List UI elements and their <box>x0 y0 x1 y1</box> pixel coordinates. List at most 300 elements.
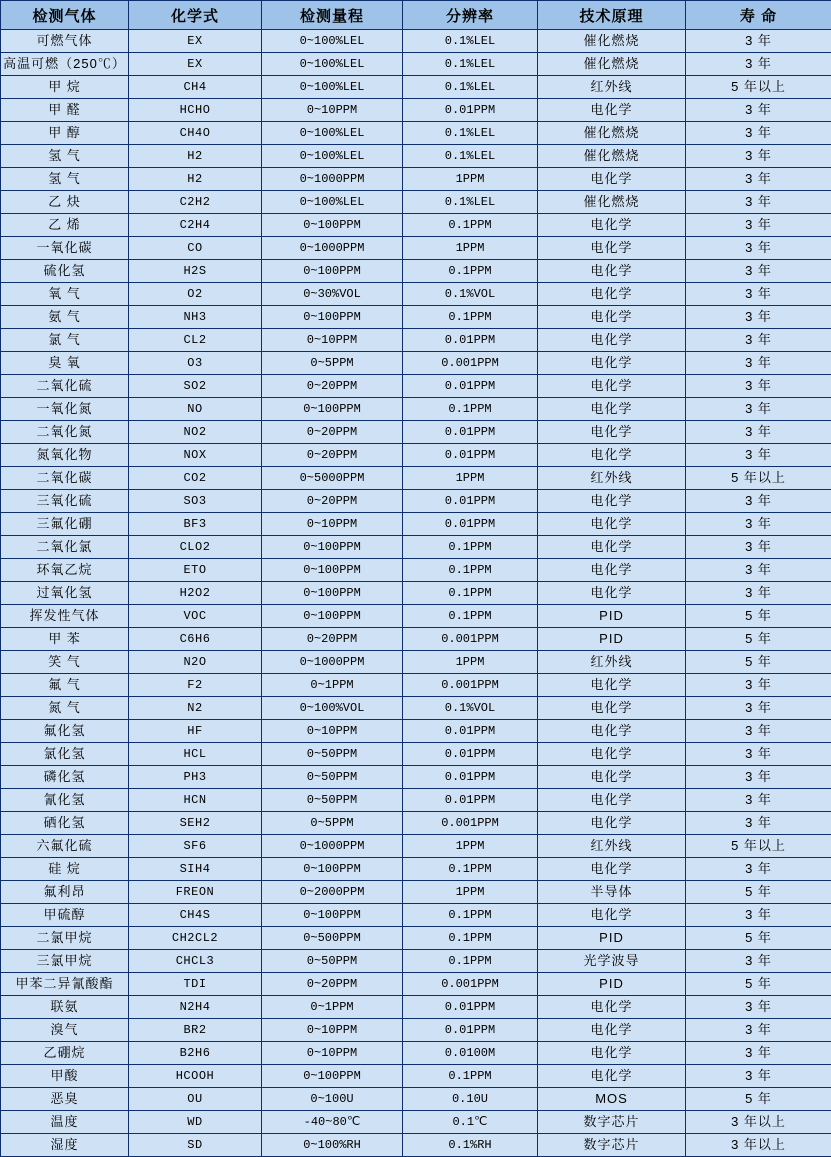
cell-range: 0~100PPM <box>262 559 403 582</box>
cell-gas: 甲 醇 <box>1 122 129 145</box>
table-row <box>1 743 831 766</box>
cell-range: 0~100%LEL <box>262 76 403 99</box>
cell-lifetime: 3 年以上 <box>686 1111 831 1134</box>
cell-lifetime: 3 年 <box>686 99 831 122</box>
cell-resolution: 0.1%VOL <box>403 697 538 720</box>
cell-lifetime: 3 年 <box>686 513 831 536</box>
cell-principle: 半导体 <box>538 881 686 904</box>
cell-range: 0~10PPM <box>262 720 403 743</box>
cell-resolution: 0.1%LEL <box>403 191 538 214</box>
cell-formula: N2H4 <box>129 996 262 1019</box>
cell-lifetime: 3 年 <box>686 582 831 605</box>
cell-gas: 湿度 <box>1 1134 129 1157</box>
cell-range: 0~10PPM <box>262 1042 403 1065</box>
cell-principle: 催化燃烧 <box>538 53 686 76</box>
cell-formula: OU <box>129 1088 262 1111</box>
cell-formula: CHCL3 <box>129 950 262 973</box>
cell-formula: CH4O <box>129 122 262 145</box>
cell-formula: SD <box>129 1134 262 1157</box>
cell-gas: 溴气 <box>1 1019 129 1042</box>
table-row <box>1 697 831 720</box>
cell-principle: 电化学 <box>538 766 686 789</box>
cell-range: 0~100PPM <box>262 398 403 421</box>
cell-principle: 电化学 <box>538 260 686 283</box>
cell-resolution: 0.1%VOL <box>403 283 538 306</box>
cell-range: 0~10PPM <box>262 1019 403 1042</box>
table-row <box>1 53 831 76</box>
cell-principle: 电化学 <box>538 812 686 835</box>
cell-principle: 电化学 <box>538 1042 686 1065</box>
cell-gas: 氯 气 <box>1 329 129 352</box>
cell-principle: 电化学 <box>538 214 686 237</box>
cell-principle: 电化学 <box>538 168 686 191</box>
cell-principle: 催化燃烧 <box>538 191 686 214</box>
cell-lifetime: 5 年 <box>686 628 831 651</box>
table-row <box>1 651 831 674</box>
cell-lifetime: 3 年 <box>686 191 831 214</box>
cell-principle: 电化学 <box>538 789 686 812</box>
cell-resolution: 0.001PPM <box>403 973 538 996</box>
cell-gas: 高温可燃（250℃） <box>1 53 129 76</box>
cell-gas: 氧 气 <box>1 283 129 306</box>
cell-range: 0~10PPM <box>262 329 403 352</box>
table-row <box>1 996 831 1019</box>
cell-formula: PH3 <box>129 766 262 789</box>
cell-principle: 电化学 <box>538 559 686 582</box>
cell-range: 0~5PPM <box>262 352 403 375</box>
table-row <box>1 950 831 973</box>
cell-range: 0~100PPM <box>262 1065 403 1088</box>
cell-range: 0~100%LEL <box>262 122 403 145</box>
cell-resolution: 0.001PPM <box>403 674 538 697</box>
cell-range: 0~20PPM <box>262 973 403 996</box>
cell-lifetime: 3 年 <box>686 904 831 927</box>
cell-formula: CL2 <box>129 329 262 352</box>
cell-principle: 电化学 <box>538 720 686 743</box>
cell-resolution: 1PPM <box>403 467 538 490</box>
cell-range: 0~100PPM <box>262 260 403 283</box>
cell-principle: 电化学 <box>538 513 686 536</box>
cell-gas: 二氧化氮 <box>1 421 129 444</box>
cell-gas: 氯化氢 <box>1 743 129 766</box>
table-row <box>1 1088 831 1111</box>
cell-gas: 挥发性气体 <box>1 605 129 628</box>
table-row <box>1 398 831 421</box>
cell-formula: B2H6 <box>129 1042 262 1065</box>
cell-lifetime: 3 年 <box>686 444 831 467</box>
cell-lifetime: 5 年 <box>686 651 831 674</box>
cell-principle: 催化燃烧 <box>538 122 686 145</box>
cell-resolution: 0.01PPM <box>403 720 538 743</box>
cell-range: 0~5PPM <box>262 812 403 835</box>
cell-lifetime: 3 年 <box>686 260 831 283</box>
table-row <box>1 881 831 904</box>
cell-resolution: 1PPM <box>403 835 538 858</box>
cell-resolution: 0.1%LEL <box>403 122 538 145</box>
cell-formula: C6H6 <box>129 628 262 651</box>
cell-lifetime: 5 年以上 <box>686 835 831 858</box>
cell-lifetime: 3 年 <box>686 168 831 191</box>
cell-formula: BR2 <box>129 1019 262 1042</box>
cell-range: 0~10PPM <box>262 99 403 122</box>
table-row <box>1 605 831 628</box>
cell-lifetime: 5 年 <box>686 973 831 996</box>
cell-range: 0~30%VOL <box>262 283 403 306</box>
cell-gas: 笑 气 <box>1 651 129 674</box>
cell-range: 0~5000PPM <box>262 467 403 490</box>
cell-lifetime: 3 年 <box>686 30 831 53</box>
cell-principle: 电化学 <box>538 283 686 306</box>
cell-gas: 乙硼烷 <box>1 1042 129 1065</box>
cell-resolution: 0.0100M <box>403 1042 538 1065</box>
cell-range: 0~10PPM <box>262 513 403 536</box>
cell-formula: CO2 <box>129 467 262 490</box>
cell-resolution: 0.001PPM <box>403 352 538 375</box>
cell-formula: NO <box>129 398 262 421</box>
cell-gas: 六氟化硫 <box>1 835 129 858</box>
table-row <box>1 490 831 513</box>
cell-principle: 电化学 <box>538 421 686 444</box>
cell-range: 0~20PPM <box>262 375 403 398</box>
cell-lifetime: 3 年 <box>686 1019 831 1042</box>
cell-gas: 甲 烷 <box>1 76 129 99</box>
cell-resolution: 0.10U <box>403 1088 538 1111</box>
cell-principle: MOS <box>538 1088 686 1111</box>
table-row <box>1 766 831 789</box>
cell-formula: BF3 <box>129 513 262 536</box>
cell-range: 0~100PPM <box>262 605 403 628</box>
cell-resolution: 1PPM <box>403 168 538 191</box>
cell-resolution: 0.001PPM <box>403 812 538 835</box>
cell-resolution: 0.01PPM <box>403 375 538 398</box>
cell-lifetime: 3 年 <box>686 1042 831 1065</box>
cell-principle: 电化学 <box>538 996 686 1019</box>
cell-lifetime: 3 年 <box>686 145 831 168</box>
cell-formula: WD <box>129 1111 262 1134</box>
cell-gas: 三氯甲烷 <box>1 950 129 973</box>
cell-gas: 氢 气 <box>1 145 129 168</box>
cell-range: 0~20PPM <box>262 628 403 651</box>
cell-formula: TDI <box>129 973 262 996</box>
cell-formula: HF <box>129 720 262 743</box>
cell-range: 0~50PPM <box>262 950 403 973</box>
cell-resolution: 0.1PPM <box>403 306 538 329</box>
cell-resolution: 0.01PPM <box>403 513 538 536</box>
cell-formula: F2 <box>129 674 262 697</box>
cell-range: 0~50PPM <box>262 743 403 766</box>
cell-resolution: 0.01PPM <box>403 789 538 812</box>
cell-formula: HCHO <box>129 99 262 122</box>
table-row <box>1 858 831 881</box>
cell-range: 0~2000PPM <box>262 881 403 904</box>
cell-range: 0~100PPM <box>262 536 403 559</box>
cell-range: 0~1000PPM <box>262 835 403 858</box>
table-row <box>1 329 831 352</box>
cell-principle: 红外线 <box>538 76 686 99</box>
cell-gas: 甲酸 <box>1 1065 129 1088</box>
cell-formula: C2H2 <box>129 191 262 214</box>
cell-gas: 甲 醛 <box>1 99 129 122</box>
cell-principle: 电化学 <box>538 490 686 513</box>
cell-range: 0~50PPM <box>262 766 403 789</box>
cell-range: 0~100PPM <box>262 858 403 881</box>
cell-principle: 红外线 <box>538 651 686 674</box>
cell-range: 0~20PPM <box>262 490 403 513</box>
cell-gas: 一氧化碳 <box>1 237 129 260</box>
cell-range: 0~100%VOL <box>262 697 403 720</box>
cell-lifetime: 3 年 <box>686 421 831 444</box>
cell-gas: 氟 气 <box>1 674 129 697</box>
cell-resolution: 1PPM <box>403 651 538 674</box>
cell-resolution: 0.01PPM <box>403 1019 538 1042</box>
cell-range: 0~100%LEL <box>262 145 403 168</box>
cell-lifetime: 3 年 <box>686 743 831 766</box>
cell-resolution: 0.1PPM <box>403 927 538 950</box>
table-row <box>1 812 831 835</box>
cell-gas: 过氧化氢 <box>1 582 129 605</box>
cell-gas: 乙 烯 <box>1 214 129 237</box>
cell-formula: CH4 <box>129 76 262 99</box>
cell-gas: 联氨 <box>1 996 129 1019</box>
cell-lifetime: 5 年 <box>686 605 831 628</box>
cell-resolution: 0.1%LEL <box>403 145 538 168</box>
cell-gas: 二氧化硫 <box>1 375 129 398</box>
cell-range: 0~100%LEL <box>262 191 403 214</box>
cell-gas: 氟利昂 <box>1 881 129 904</box>
cell-gas: 甲 苯 <box>1 628 129 651</box>
cell-principle: 电化学 <box>538 306 686 329</box>
cell-gas: 氨 气 <box>1 306 129 329</box>
cell-lifetime: 3 年 <box>686 283 831 306</box>
cell-principle: PID <box>538 973 686 996</box>
cell-gas: 磷化氢 <box>1 766 129 789</box>
cell-principle: 电化学 <box>538 99 686 122</box>
column-header-principle: 技术原理 <box>538 1 686 30</box>
cell-range: 0~100PPM <box>262 306 403 329</box>
cell-lifetime: 3 年 <box>686 1065 831 1088</box>
cell-principle: 电化学 <box>538 444 686 467</box>
cell-principle: 红外线 <box>538 835 686 858</box>
cell-formula: ETO <box>129 559 262 582</box>
cell-formula: CO <box>129 237 262 260</box>
cell-gas: 环氧乙烷 <box>1 559 129 582</box>
cell-principle: 电化学 <box>538 904 686 927</box>
cell-principle: 电化学 <box>538 582 686 605</box>
cell-principle: 电化学 <box>538 329 686 352</box>
cell-resolution: 0.1%LEL <box>403 53 538 76</box>
cell-range: 0~1000PPM <box>262 237 403 260</box>
cell-range: 0~20PPM <box>262 421 403 444</box>
cell-formula: NO2 <box>129 421 262 444</box>
cell-formula: SF6 <box>129 835 262 858</box>
cell-resolution: 0.01PPM <box>403 996 538 1019</box>
cell-formula: H2 <box>129 168 262 191</box>
cell-lifetime: 3 年 <box>686 329 831 352</box>
cell-principle: 电化学 <box>538 743 686 766</box>
cell-lifetime: 3 年 <box>686 53 831 76</box>
cell-formula: O3 <box>129 352 262 375</box>
cell-formula: EX <box>129 30 262 53</box>
cell-principle: 红外线 <box>538 467 686 490</box>
cell-range: 0~100PPM <box>262 582 403 605</box>
cell-formula: HCN <box>129 789 262 812</box>
cell-lifetime: 5 年 <box>686 881 831 904</box>
cell-principle: 催化燃烧 <box>538 30 686 53</box>
cell-lifetime: 3 年 <box>686 720 831 743</box>
cell-range: 0~1PPM <box>262 674 403 697</box>
table-row <box>1 375 831 398</box>
cell-resolution: 0.1PPM <box>403 536 538 559</box>
table-row <box>1 122 831 145</box>
cell-lifetime: 3 年 <box>686 559 831 582</box>
cell-lifetime: 3 年 <box>686 352 831 375</box>
cell-range: 0~1PPM <box>262 996 403 1019</box>
column-header-resolution: 分辨率 <box>403 1 538 30</box>
table-row <box>1 536 831 559</box>
cell-lifetime: 3 年以上 <box>686 1134 831 1157</box>
cell-formula: SIH4 <box>129 858 262 881</box>
table-header-row <box>1 1 831 30</box>
cell-resolution: 0.001PPM <box>403 628 538 651</box>
cell-principle: 电化学 <box>538 375 686 398</box>
table-row <box>1 306 831 329</box>
cell-formula: H2S <box>129 260 262 283</box>
cell-resolution: 0.01PPM <box>403 743 538 766</box>
table-row <box>1 191 831 214</box>
cell-resolution: 1PPM <box>403 237 538 260</box>
table-row <box>1 559 831 582</box>
cell-formula: H2O2 <box>129 582 262 605</box>
cell-gas: 氮氧化物 <box>1 444 129 467</box>
cell-lifetime: 3 年 <box>686 398 831 421</box>
cell-lifetime: 3 年 <box>686 490 831 513</box>
cell-resolution: 1PPM <box>403 881 538 904</box>
table-row <box>1 789 831 812</box>
cell-formula: C2H4 <box>129 214 262 237</box>
cell-lifetime: 5 年 <box>686 1088 831 1111</box>
cell-lifetime: 3 年 <box>686 950 831 973</box>
cell-resolution: 0.01PPM <box>403 490 538 513</box>
cell-principle: 数字芯片 <box>538 1111 686 1134</box>
cell-resolution: 0.1PPM <box>403 950 538 973</box>
cell-formula: SO2 <box>129 375 262 398</box>
table-row <box>1 444 831 467</box>
table-row <box>1 973 831 996</box>
cell-resolution: 0.1PPM <box>403 1065 538 1088</box>
cell-formula: NOX <box>129 444 262 467</box>
cell-principle: PID <box>538 605 686 628</box>
cell-resolution: 0.1PPM <box>403 605 538 628</box>
cell-formula: EX <box>129 53 262 76</box>
column-header-lifetime: 寿 命 <box>686 1 831 30</box>
cell-gas: 硅 烷 <box>1 858 129 881</box>
cell-principle: 电化学 <box>538 1065 686 1088</box>
cell-resolution: 0.1PPM <box>403 904 538 927</box>
table-row <box>1 214 831 237</box>
cell-formula: CLO2 <box>129 536 262 559</box>
table-row <box>1 1042 831 1065</box>
cell-gas: 二氧化碳 <box>1 467 129 490</box>
cell-principle: 催化燃烧 <box>538 145 686 168</box>
cell-formula: SO3 <box>129 490 262 513</box>
cell-lifetime: 3 年 <box>686 858 831 881</box>
cell-range: 0~20PPM <box>262 444 403 467</box>
cell-formula: HCOOH <box>129 1065 262 1088</box>
cell-formula: SEH2 <box>129 812 262 835</box>
table-row <box>1 835 831 858</box>
cell-resolution: 0.01PPM <box>403 766 538 789</box>
table-row <box>1 628 831 651</box>
cell-principle: 电化学 <box>538 697 686 720</box>
table-row <box>1 283 831 306</box>
cell-lifetime: 3 年 <box>686 812 831 835</box>
cell-gas: 恶臭 <box>1 1088 129 1111</box>
cell-formula: N2O <box>129 651 262 674</box>
cell-resolution: 0.1PPM <box>403 398 538 421</box>
cell-lifetime: 3 年 <box>686 122 831 145</box>
cell-gas: 三氧化硫 <box>1 490 129 513</box>
cell-formula: VOC <box>129 605 262 628</box>
cell-lifetime: 5 年以上 <box>686 76 831 99</box>
cell-resolution: 0.01PPM <box>403 329 538 352</box>
cell-principle: 电化学 <box>538 237 686 260</box>
table-row <box>1 582 831 605</box>
cell-lifetime: 3 年 <box>686 697 831 720</box>
cell-lifetime: 3 年 <box>686 766 831 789</box>
cell-lifetime: 3 年 <box>686 536 831 559</box>
cell-principle: PID <box>538 628 686 651</box>
cell-gas: 可燃气体 <box>1 30 129 53</box>
table-row <box>1 421 831 444</box>
cell-resolution: 0.1℃ <box>403 1111 538 1134</box>
cell-range: 0~50PPM <box>262 789 403 812</box>
column-header-formula: 化学式 <box>129 1 262 30</box>
cell-lifetime: 5 年以上 <box>686 467 831 490</box>
cell-principle: 电化学 <box>538 1019 686 1042</box>
cell-principle: PID <box>538 927 686 950</box>
table-row <box>1 30 831 53</box>
table-row <box>1 1065 831 1088</box>
cell-lifetime: 3 年 <box>686 237 831 260</box>
cell-gas: 氰化氢 <box>1 789 129 812</box>
table-row <box>1 904 831 927</box>
cell-formula: CH4S <box>129 904 262 927</box>
cell-resolution: 0.1PPM <box>403 582 538 605</box>
table-row <box>1 352 831 375</box>
cell-principle: 电化学 <box>538 352 686 375</box>
cell-formula: CH2CL2 <box>129 927 262 950</box>
cell-gas: 二氯甲烷 <box>1 927 129 950</box>
cell-range: 0~100%RH <box>262 1134 403 1157</box>
cell-range: 0~100PPM <box>262 214 403 237</box>
cell-lifetime: 3 年 <box>686 996 831 1019</box>
cell-lifetime: 3 年 <box>686 214 831 237</box>
cell-resolution: 0.1%LEL <box>403 30 538 53</box>
cell-resolution: 0.01PPM <box>403 99 538 122</box>
cell-gas: 甲苯二异氰酸酯 <box>1 973 129 996</box>
cell-range: 0~500PPM <box>262 927 403 950</box>
cell-range: 0~1000PPM <box>262 651 403 674</box>
cell-resolution: 0.1%RH <box>403 1134 538 1157</box>
table-row <box>1 1019 831 1042</box>
table-row <box>1 168 831 191</box>
cell-formula: HCL <box>129 743 262 766</box>
table-row <box>1 99 831 122</box>
table-body <box>1 30 831 1157</box>
cell-formula: H2 <box>129 145 262 168</box>
cell-gas: 一氧化氮 <box>1 398 129 421</box>
cell-gas: 二氧化氯 <box>1 536 129 559</box>
